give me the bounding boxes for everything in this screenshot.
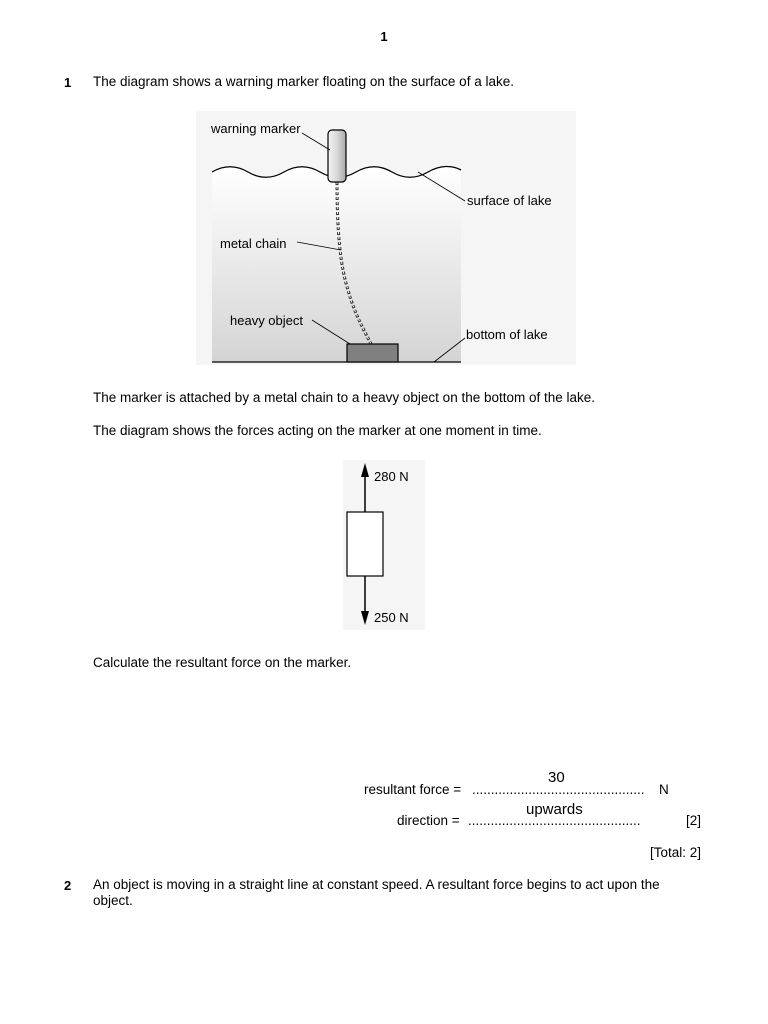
question-1-number: 1 (64, 75, 72, 90)
resultant-force-label: resultant force = (364, 782, 462, 797)
warning-marker-buoy (328, 130, 346, 182)
label-metal-chain: metal chain (220, 236, 287, 251)
question-1-total: [Total: 2] (650, 845, 702, 860)
question-2-number: 2 (64, 878, 72, 893)
direction-label: direction = (397, 813, 460, 828)
heavy-object-block (347, 344, 398, 362)
label-surface-of-lake: surface of lake (467, 193, 552, 208)
marker-box (347, 512, 383, 576)
marks-allocation: [2] (686, 813, 702, 828)
direction-answer-line: .............................................. (468, 813, 641, 828)
lake-water (212, 166, 461, 362)
task-calculate: Calculate the resultant force on the marker. (93, 655, 352, 670)
force-diagram (0, 455, 768, 635)
label-heavy-object: heavy object (230, 313, 303, 328)
resultant-force-unit: N (659, 782, 669, 797)
question-2-text-line-2: object. (93, 893, 133, 908)
question-1-intro: The diagram shows a warning marker floating on the surface of a lake. (93, 74, 514, 89)
downward-force-label: 250 N (374, 610, 409, 625)
page-number: 1 (380, 29, 388, 44)
question-2-text-line-1: An object is moving in a straight line at constant speed. A resultant force begins to act upon the (93, 877, 660, 892)
resultant-force-answer-line: .............................................. (472, 782, 645, 797)
direction-answer[interactable]: upwards (526, 801, 583, 818)
resultant-force-answer[interactable]: 30 (548, 769, 565, 786)
label-warning-marker: warning marker (211, 121, 301, 136)
lake-diagram (0, 0, 768, 380)
text-forces-intro: The diagram shows the forces acting on the marker at one moment in time. (93, 423, 542, 438)
upward-force-label: 280 N (374, 469, 409, 484)
label-bottom-of-lake: bottom of lake (466, 327, 548, 342)
text-marker-attached: The marker is attached by a metal chain to a heavy object on the bottom of the lake. (93, 390, 596, 405)
